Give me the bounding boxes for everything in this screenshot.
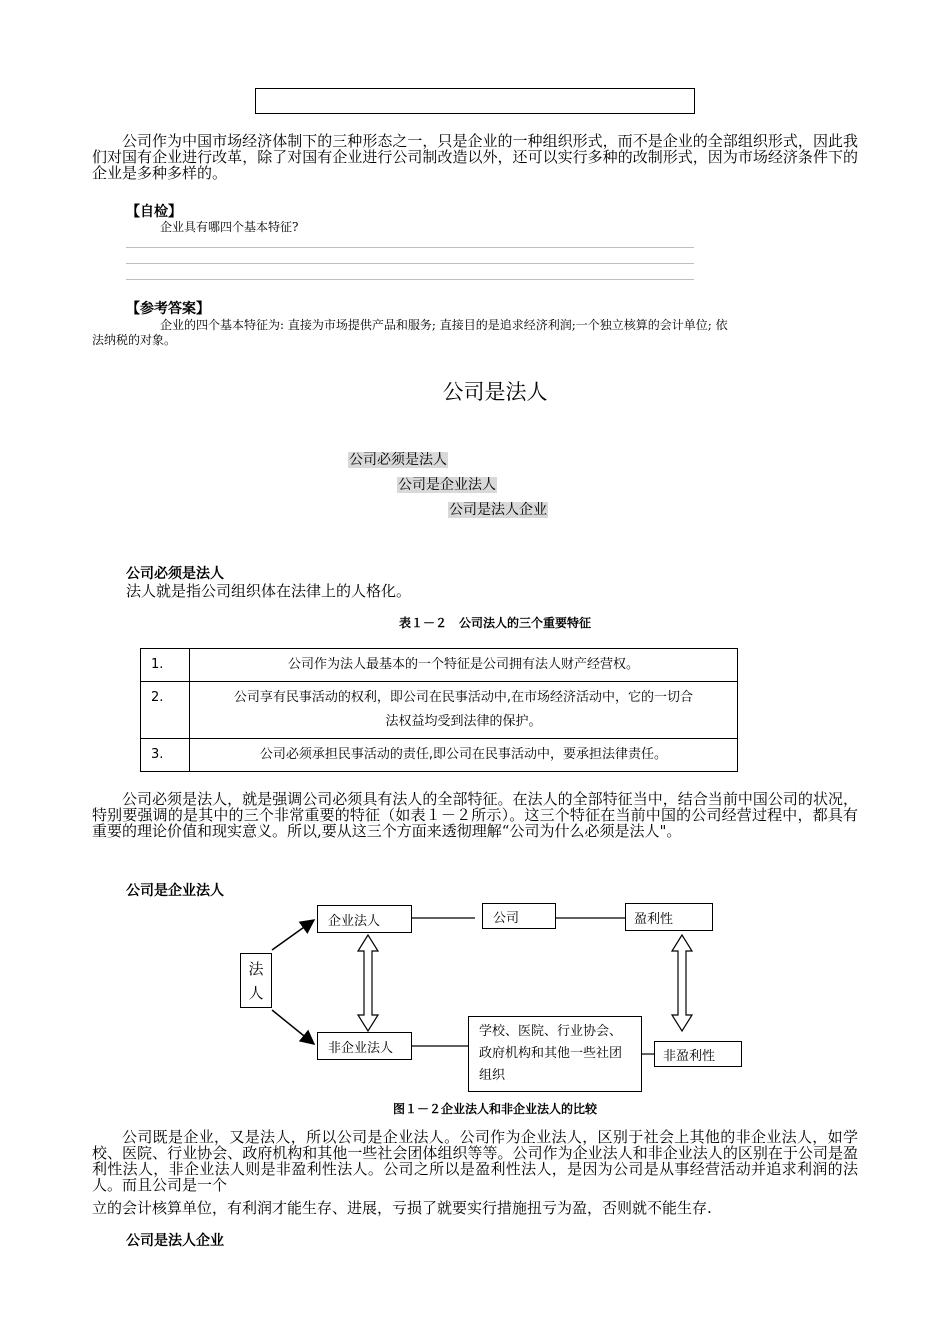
table-cell-num: 1. xyxy=(141,649,190,682)
s2-paragraph-continued: 立的会计核算单位，有利润才能生存、进展，亏损了就要实行措施扭亏为盈，否则就不能生存. xyxy=(92,1199,712,1217)
toc-item-3[interactable] xyxy=(448,499,548,519)
arrow-to-non-enterprise xyxy=(272,1010,314,1044)
reference-answer-line2: 法纳税的对象。 xyxy=(92,333,177,347)
reference-answer-line1: 企业的四个基本特征为: 直接为市场提供产品和服务; 直接目的是追求经济利润;一个独立核算的会计单位; 依 xyxy=(160,318,728,332)
reference-answer-heading: 【参考答案】 xyxy=(126,301,210,317)
double-arrow-left xyxy=(358,935,378,1031)
toc-item-2-label: 公司是企业法人 xyxy=(398,477,496,493)
s1-heading: 公司必须是法人 xyxy=(126,566,224,582)
s2-heading: 公司是企业法人 xyxy=(126,883,224,899)
answer-line-3 xyxy=(126,279,694,280)
toc-item-1-label: 公司必须是法人 xyxy=(349,452,447,468)
empty-header-box xyxy=(255,88,695,114)
toc-item-1[interactable] xyxy=(348,449,448,469)
double-arrow-right xyxy=(672,935,692,1031)
toc-item-2[interactable] xyxy=(397,474,497,494)
self-check-heading: 【自检】 xyxy=(126,204,182,220)
table-cell-text: 公司作为法人最基本的一个特征是公司拥有法人财产经营权。 xyxy=(190,649,738,682)
self-check-question: 企业具有哪四个基本特征? xyxy=(160,220,299,234)
table-cell-text: 公司享有民事活动的权利，即公司在民事活动中,在市场经济活动中，它的一切合法权益均受到法律的保护。 xyxy=(190,682,738,739)
s2-paragraph: 公司既是企业，又是法人，所以公司是企业法人。公司作为企业法人，区别于社会上其他的非企业法人，如学校、医院、行业协会、政府机构和其他一些社会团体组织等等。公司作为企业法人和非企业法人的区别在于公司是盈利性法人，非企业法人则是非盈利性法人。公司之所以是盈利性法人，是因为公司是从事经营活动并追求利润的法人。而且公司是一个 xyxy=(92,1128,858,1194)
toc-item-3-label: 公司是法人企业 xyxy=(449,502,547,518)
company-box: 公司 xyxy=(482,903,556,929)
intro-paragraph: 公司作为中国市场经济体制下的三种形态之一，只是企业的一种组织形式，而不是企业的全部组织形式，因此我们对国有企业进行改革，除了对国有企业进行公司制改造以外，还可以实行多种的改制形式，因为市场经济条件下的企业是多种多样的。 xyxy=(92,132,858,182)
organizations-box: 学校、医院、行业协会、政府机构和其他一些社团组织 xyxy=(468,1016,642,1092)
profit-box: 盈利性 xyxy=(625,903,713,931)
table-cell-num: 2. xyxy=(141,682,190,739)
legal-person-box: 法人 xyxy=(240,953,272,1008)
features-table xyxy=(140,648,738,772)
non-profit-box: 非盈利性 xyxy=(654,1041,742,1067)
enterprise-legal-person-box: 企业法人 xyxy=(317,905,412,933)
table-row xyxy=(141,739,738,772)
answer-line-1 xyxy=(126,247,694,248)
table-caption: 表１－２ 公司法人的三个重要特征 xyxy=(398,616,591,630)
table-cell-text: 公司必须承担民事活动的责任,即公司在民事活动中，要承担法律责任。 xyxy=(190,739,738,772)
legal-person-diagram xyxy=(230,898,760,1098)
section-title: 公司是法人 xyxy=(442,380,548,404)
non-enterprise-legal-person-box: 非企业法人 xyxy=(317,1032,412,1060)
answer-line-2 xyxy=(126,263,694,264)
s1-definition: 法人就是指公司组织体在法律上的人格化。 xyxy=(126,582,412,600)
table-cell-num: 3. xyxy=(141,739,190,772)
arrow-to-enterprise xyxy=(272,920,314,950)
table-row xyxy=(141,682,738,739)
s3-heading: 公司是法人企业 xyxy=(126,1233,224,1249)
table-row xyxy=(141,649,738,682)
s1-paragraph: 公司必须是法人，就是强调公司必须具有法人的全部特征。在法人的全部特征当中，结合当前中国公司的状况，特别要强调的是其中的三个非常重要的特征（如表１－２所示）。这三个特征在当前中国的公司经营过程中，都具有重要的理论价值和现实意义。所以,要从这三个方面来透彻理解“公司为什么必须是法人"。 xyxy=(92,790,858,840)
figure-caption: 图１－２企业法人和非企业法人的比较 xyxy=(392,1102,597,1116)
